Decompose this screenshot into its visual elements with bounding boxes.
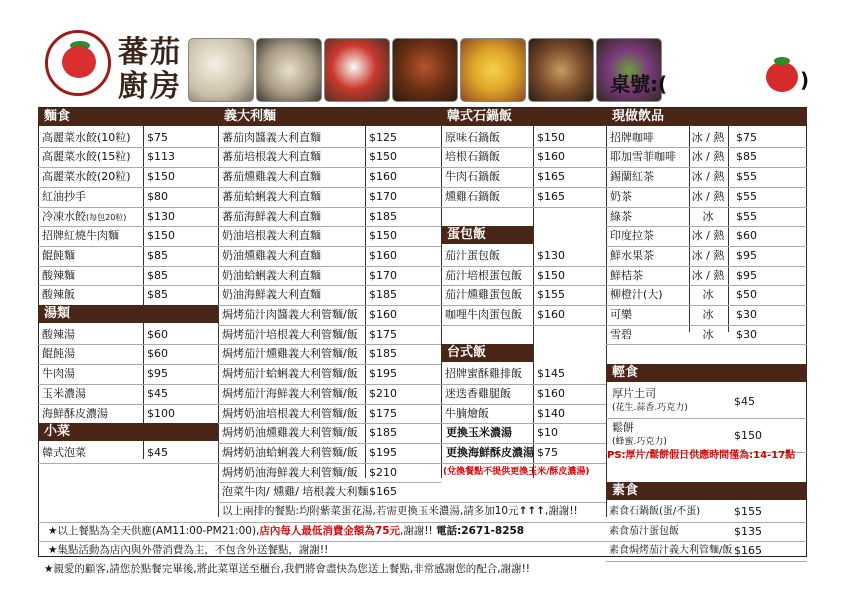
drinks-item-temp: 冰 (702, 209, 714, 223)
pasta-item-price: $185 (369, 347, 397, 361)
brand-name (118, 36, 182, 104)
omelet-item-price: $150 (537, 268, 565, 282)
drinks-item-temp: 冰 / 熱 (691, 229, 725, 243)
pasta-item-name: 焗烤茄汁海鮮義大利管麵/飯 (222, 386, 358, 400)
pasta-item-name: 焗烤奶油海鮮義大利管麵/飯 (222, 465, 358, 479)
omelet-item-price: $160 (537, 308, 565, 321)
drinks-item-name: 雪碧 (610, 327, 632, 341)
brand-logo (45, 30, 111, 96)
drinks-item-temp: 冰 (702, 327, 714, 341)
omelet-item-name: 茄汁培根蛋包飯 (445, 268, 522, 282)
veg-item-price: $165 (734, 544, 762, 558)
veg-item-price: $155 (734, 505, 762, 518)
omelet-item-price: $155 (537, 288, 565, 302)
light-item-sub: (蜂蜜.巧克力) (612, 436, 667, 447)
soups-item-name: 餛飩湯 (42, 347, 75, 361)
noodles-item-name: 冷凍水餃(每包20粒) (42, 209, 127, 223)
korean-item-name: 原味石鍋飯 (445, 130, 500, 144)
upgrade-item-name: 更換海鮮酥皮濃湯 (446, 445, 534, 459)
omelet-item-name: 咖哩牛肉蛋包飯 (445, 308, 522, 321)
soups-item-price: $100 (147, 406, 175, 420)
pasta-item-price: $210 (369, 386, 397, 400)
upgrade-item-name: 更換玉米濃湯 (446, 426, 512, 440)
pasta-item-name: 焗烤茄汁蛤蜊義大利管麵/飯 (222, 367, 358, 381)
row-divider (441, 207, 606, 208)
row-divider (606, 344, 807, 345)
row-divider (606, 561, 807, 562)
section-veg: 素食 (606, 482, 807, 500)
drinks-item-name: 綠茶 (610, 209, 632, 223)
taiwan-item-name: 迷迭香雞腿飯 (445, 386, 511, 400)
pasta-item-name: 焗烤茄汁燻雞義大利管麵/飯 (222, 347, 358, 361)
soups-item-price: $60 (147, 327, 168, 341)
pasta-item-name: 奶油海鮮義大利直麵 (222, 288, 321, 302)
pasta-item-name: 蕃茄海鮮義大利直麵 (222, 209, 321, 223)
pasta-item-price: $185 (369, 209, 397, 223)
pasta-item-name: 焗烤奶油燻雞義大利管麵/飯 (222, 426, 358, 440)
soups-item-name: 玉米濃湯 (42, 386, 86, 400)
drinks-item-temp: 冰 (702, 288, 714, 302)
noodles-item-price: $130 (147, 209, 175, 223)
drinks-item-price: $60 (736, 229, 757, 243)
column-divider (218, 108, 219, 517)
phone-number: 電話:2671-8258 (436, 524, 525, 537)
section-taiwan: 台式飯 (441, 344, 533, 362)
pasta-item-name: 焗烤奶油蛤蜊義大利管麵/飯 (222, 445, 358, 459)
noodles-item-name: 酸辣麵 (42, 268, 75, 282)
drinks-item-temp: 冰 (702, 308, 714, 321)
upgrade-note: (兌換餐點不提供更換玉米/酥皮濃湯) (443, 466, 590, 477)
footer-line3: ★親愛的顧客,請您於點餐完畢後,將此菜單送至櫃台,我們將會盡快為您送上餐點,非常感謝您的配合,謝謝!! (44, 563, 531, 575)
drinks-item-price: $95 (736, 248, 757, 262)
pasta-item-price: $195 (369, 367, 397, 381)
section-korean: 韓式石鍋飯 (441, 108, 606, 126)
baked-rice-photo (460, 38, 526, 102)
omelet-item-name: 茄汁蛋包飯 (445, 248, 500, 262)
footer-line1: ★以上餐點為全天供應(AM11:00-PM21:00),店內每人最低消費金額為75元,謝謝!! 電話:2671-8258 (48, 524, 525, 537)
pasta-item-price: $210 (369, 465, 397, 479)
pasta-item-name: 焗烤茄汁培根義大利管麵/飯 (222, 327, 358, 341)
brand-line1: 蕃茄 (118, 35, 182, 70)
noodles-item-price: $150 (147, 170, 175, 184)
pasta-item-price: $175 (369, 406, 397, 420)
drinks-item-name: 鮮水果茶 (610, 248, 654, 262)
tomato-icon (766, 62, 798, 92)
table-number-label: 桌號:( (610, 72, 668, 96)
soups-item-price: $60 (147, 347, 168, 361)
min-charge-text: 店內每人最低消費金額為75元 (259, 524, 401, 537)
drinks-item-name: 招牌咖啡 (610, 130, 654, 144)
noodles-item-name: 高麗菜水餃(20粒) (42, 170, 131, 184)
pasta-item-price: $185 (369, 426, 397, 440)
drinks-item-price: $30 (736, 327, 757, 341)
taiwan-item-price: $145 (537, 367, 565, 381)
beef-noodle-photo (392, 38, 458, 102)
omelet-item-price: $130 (537, 248, 565, 262)
light-item-sub: (花生.蒜香.巧克力) (612, 402, 688, 413)
pasta-item-name: 蕃茄蛤蜊義大利直麵 (222, 189, 321, 203)
noodles-item-price: $150 (147, 229, 175, 243)
light-item-price: $45 (734, 394, 755, 408)
pasta-item-name: 奶油燻雞義大利直麵 (222, 248, 321, 262)
pasta-item-name: 焗烤茄汁肉醬義大利管麵/飯 (222, 308, 358, 321)
section-light: 輕食 (606, 364, 807, 382)
soups-item-name: 酸辣湯 (42, 327, 75, 341)
noodles-item-price: $75 (147, 130, 168, 144)
light-item-name: 厚片土司 (612, 386, 656, 400)
row-divider (38, 463, 218, 464)
korean-item-price: $160 (537, 150, 565, 164)
pasta-item-name: 奶油蛤蜊義大利直麵 (222, 268, 321, 282)
drinks-item-temp: 冰 / 熱 (691, 248, 725, 262)
pasta-item-name: 蕃茄肉醬義大利直麵 (222, 130, 321, 144)
noodles-item-price: $85 (147, 288, 168, 302)
light-item-price: $150 (734, 428, 762, 442)
korean-item-name: 牛肉石鍋飯 (445, 170, 500, 184)
pasta-item-name: 泡菜牛肉/ 燻雞/ 培根義大利麵 (222, 485, 369, 499)
drinks-item-price: $95 (736, 268, 757, 282)
omelet-item-name: 茄汁燻雞蛋包飯 (445, 288, 522, 302)
section-noodles: 麵食 (38, 108, 218, 126)
drinks-item-price: $30 (736, 308, 757, 321)
pasta-item-price: $195 (369, 445, 397, 459)
dumpling-photo (188, 38, 254, 102)
noodles-item-name: 高麗菜水餃(15粒) (42, 150, 131, 164)
pasta-item-price: $165 (369, 485, 397, 499)
section-soups: 湯類 (38, 305, 218, 323)
drinks-item-name: 錫蘭紅茶 (610, 170, 654, 184)
noodles-item-price: $85 (147, 268, 168, 282)
section-drinks: 現做飲品 (606, 108, 807, 126)
veg-item-name: 素食茄汁蛋包飯 (609, 525, 679, 537)
light-item-name: 鬆餅 (612, 420, 634, 434)
drinks-item-name: 奶茶 (610, 189, 632, 203)
pasta-item-price: $150 (369, 229, 397, 243)
set-meal-note: 以上兩排的餐點:均附紫菜蛋花湯,若需更換玉米濃湯,請多加10元↑↑↑,謝謝!! (222, 505, 578, 517)
veg-item-price: $135 (734, 524, 762, 538)
table-number-close: ) (800, 68, 810, 92)
item-note: (每包20粒) (86, 212, 127, 222)
column-divider (143, 108, 144, 459)
drinks-item-temp: 冰 / 熱 (691, 268, 725, 282)
pasta-item-price: $160 (369, 170, 397, 184)
drinks-item-temp: 冰 / 熱 (691, 130, 725, 144)
bibimbap-photo (528, 38, 594, 102)
clam-pasta-photo (256, 38, 322, 102)
sides-item-price: $45 (147, 445, 168, 459)
korean-item-name: 培根石鍋飯 (445, 150, 500, 164)
row-divider (441, 325, 606, 326)
taiwan-item-price: $160 (537, 386, 565, 400)
noodles-item-price: $80 (147, 189, 168, 203)
veg-item-name: 素食焗烤茄汁義大利管麵/飯 (609, 545, 733, 557)
drinks-item-price: $55 (736, 189, 757, 203)
drinks-item-name: 可樂 (610, 308, 632, 321)
korean-item-price: $165 (537, 189, 565, 203)
taiwan-item-price: $140 (537, 406, 565, 420)
drinks-item-price: $75 (736, 130, 757, 144)
section-sides: 小菜 (38, 423, 218, 441)
soups-item-name: 牛肉湯 (42, 367, 75, 381)
noodles-item-name: 酸辣飯 (42, 288, 75, 302)
pasta-item-price: $185 (369, 288, 397, 302)
footer-line2: ★集點活動為店內與外帶消費為主，不包含外送餐點，謝謝!! (48, 544, 329, 557)
pasta-item-price: $170 (369, 268, 397, 282)
taiwan-item-name: 牛腩燴飯 (445, 406, 489, 420)
pasta-item-price: $125 (369, 130, 397, 144)
drinks-item-name: 耶加雪菲咖啡 (610, 150, 676, 164)
noodles-item-price: $85 (147, 248, 168, 262)
omelet-rice-photo (324, 38, 390, 102)
drinks-item-price: $55 (736, 209, 757, 223)
noodles-item-name: 招牌紅燒牛肉麵 (42, 229, 119, 243)
noodles-item-name: 高麗菜水餃(10粒) (42, 130, 131, 144)
pasta-item-price: $160 (369, 248, 397, 262)
row-divider (606, 418, 807, 419)
pasta-item-name: 焗烤奶油培根義大利管麵/飯 (222, 406, 358, 420)
noodles-item-price: $113 (147, 150, 175, 164)
section-bread_rice: 蛋包飯 (441, 226, 533, 244)
upgrade-item-price: $75 (537, 445, 558, 459)
veg-item-name: 素食石鍋飯(蛋/不蛋) (609, 506, 701, 517)
pasta-item-name: 蕃茄燻雞義大利直麵 (222, 170, 321, 184)
pasta-item-price: $160 (369, 308, 397, 321)
drinks-item-temp: 冰 / 熱 (691, 150, 725, 164)
row-divider (441, 463, 606, 464)
upgrade-item-price: $10 (537, 426, 558, 440)
pasta-item-price: $175 (369, 327, 397, 341)
pasta-item-price: $170 (369, 189, 397, 203)
korean-item-price: $165 (537, 170, 565, 184)
drinks-item-name: 柳橙汁(大) (610, 288, 663, 302)
drinks-item-temp: 冰 / 熱 (691, 170, 725, 184)
drinks-item-price: $85 (736, 150, 757, 164)
pasta-item-name: 蕃茄培根義大利直麵 (222, 150, 321, 164)
holiday-note: PS:厚片/鬆餅假日供應時間僅為:14-17點 (607, 449, 796, 461)
drinks-item-name: 印度拉茶 (610, 229, 654, 243)
brand-line2: 廚房 (118, 69, 182, 104)
pasta-item-name: 奶油培根義大利直麵 (222, 229, 321, 243)
soups-item-name: 海鮮酥皮濃湯 (42, 406, 108, 420)
section-pasta: 義大利麵 (218, 108, 441, 126)
noodles-item-name: 餛飩麵 (42, 248, 75, 262)
taiwan-item-name: 招牌蜜酥雞排飯 (445, 367, 522, 381)
korean-item-price: $150 (537, 130, 565, 144)
drinks-item-temp: 冰 / 熱 (691, 189, 725, 203)
arrow-up-icon: ↑↑↑ (518, 505, 545, 517)
drinks-item-name: 鮮桔茶 (610, 268, 643, 282)
soups-item-price: $45 (147, 386, 168, 400)
korean-item-name: 燻雞石鍋飯 (445, 189, 500, 203)
drinks-item-price: $55 (736, 170, 757, 184)
soups-item-price: $95 (147, 367, 168, 381)
noodles-item-name: 紅油抄手 (42, 189, 86, 203)
sides-item-name: 韓式泡菜 (42, 445, 86, 459)
pasta-item-price: $150 (369, 150, 397, 164)
drinks-item-price: $50 (736, 288, 757, 302)
